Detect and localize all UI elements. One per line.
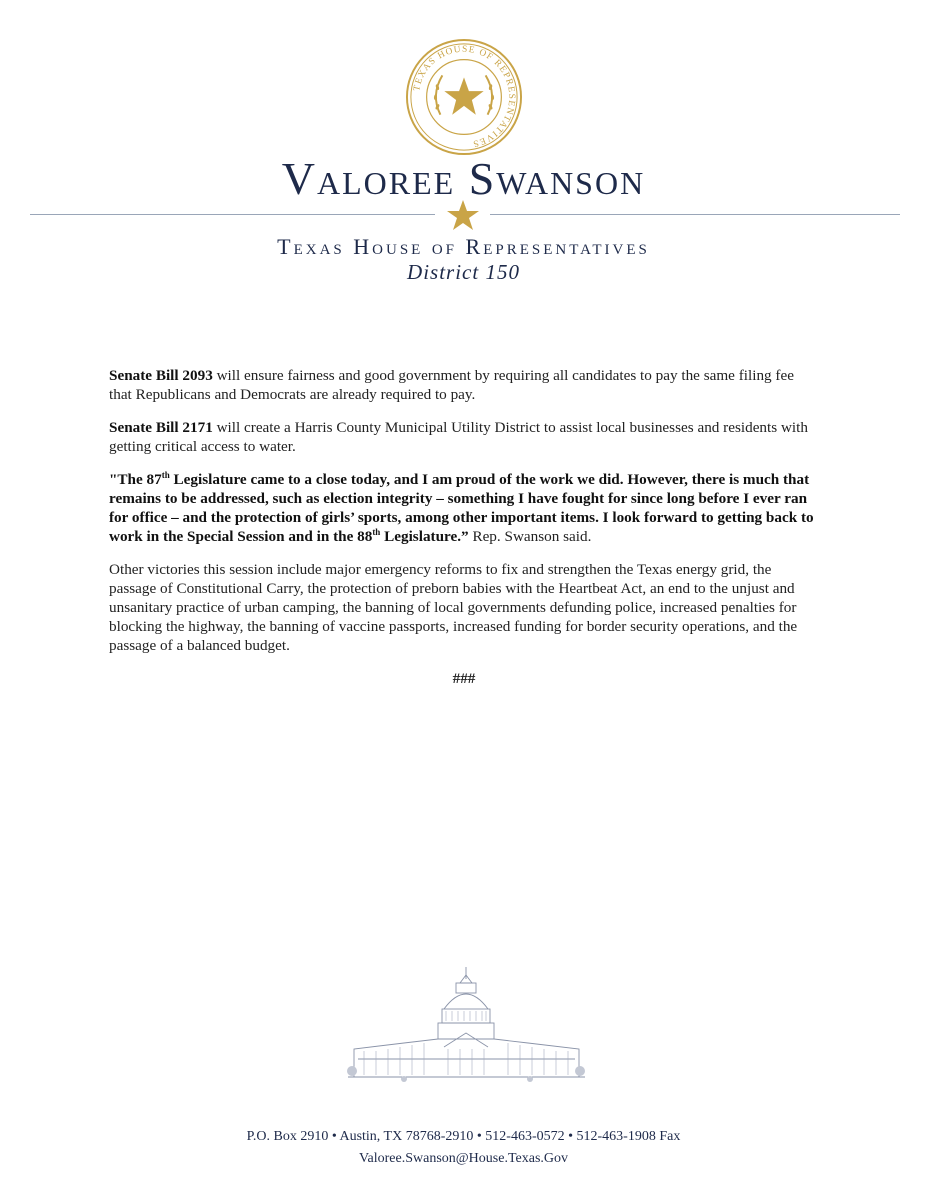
paragraph-victories: Other victories this session include major emergency reforms to fix and strengthen the Texas energy grid, the passage of Constitutional Carry, the protection of preborn babies with the Heartbeat Act, an end to the unjust and unsanitary practice of urban camping, the banning of local governments defunding police, increased penalties for blocking the highway, the banning of vaccine passports, increased funding for border security operations, and the passage of a balanced budget.	[109, 561, 798, 654]
name-first: Valoree	[281, 153, 456, 204]
footer-address: P.O. Box 2910 • Austin, TX 78768-2910 • 512-463-0572 • 512-463-1908 Fax	[246, 1129, 681, 1144]
chamber-word-4: Representatives	[465, 234, 650, 259]
quote-paragraph	[109, 470, 819, 546]
header-rule-left	[30, 214, 435, 215]
end-mark: ###	[452, 670, 476, 687]
chamber-word-1: Texas	[277, 234, 345, 259]
press-release-body	[109, 366, 819, 702]
district-label: District 150	[407, 260, 520, 284]
paragraph-text: will ensure fairness and good government by requiring all candidates to pay the same filing fee that Republicans and Democrats are already required to pay.	[109, 367, 794, 403]
header-rule-right	[490, 214, 900, 215]
quote-text	[109, 471, 814, 545]
capitol-building-icon	[344, 965, 589, 1090]
bill-name: Senate Bill 2171	[109, 419, 213, 436]
texas-house-seal-icon	[405, 38, 523, 156]
ordinal-suffix: th	[372, 526, 381, 537]
chamber-title	[0, 234, 927, 260]
bill-name: Senate Bill 2093	[109, 367, 213, 384]
quote-part: Legislature came to a close today, and I am proud of the work we did. However, there is much that remains to be addressed, such as election integrity – something I have fought for since long before I ever ran for office – and the protection of girls’ sports, among other important items. I look forward to getting back to work in the Special Session and in the 88	[109, 471, 814, 545]
quote-part: Legislature.”	[380, 528, 469, 545]
quote-attribution: Rep. Swanson said.	[468, 528, 592, 545]
chamber-word-3: of	[431, 234, 458, 259]
star-icon	[446, 198, 480, 232]
seal-text: TEXAS HOUSE OF REPRESENTATIVES	[412, 44, 517, 149]
paragraph-sb2171	[109, 418, 819, 456]
paragraph-text: will create a Harris County Municipal Utility District to assist local businesses and residents with getting critical access to water.	[109, 419, 808, 455]
ordinal-suffix: th	[161, 469, 170, 480]
quote-part: "The 87	[109, 471, 162, 488]
paragraph-sb2093	[109, 366, 819, 404]
footer-email: Valoree.Swanson@House.Texas.Gov	[358, 1151, 569, 1166]
chamber-word-2: House	[353, 234, 424, 259]
name-last: Swanson	[468, 153, 646, 204]
